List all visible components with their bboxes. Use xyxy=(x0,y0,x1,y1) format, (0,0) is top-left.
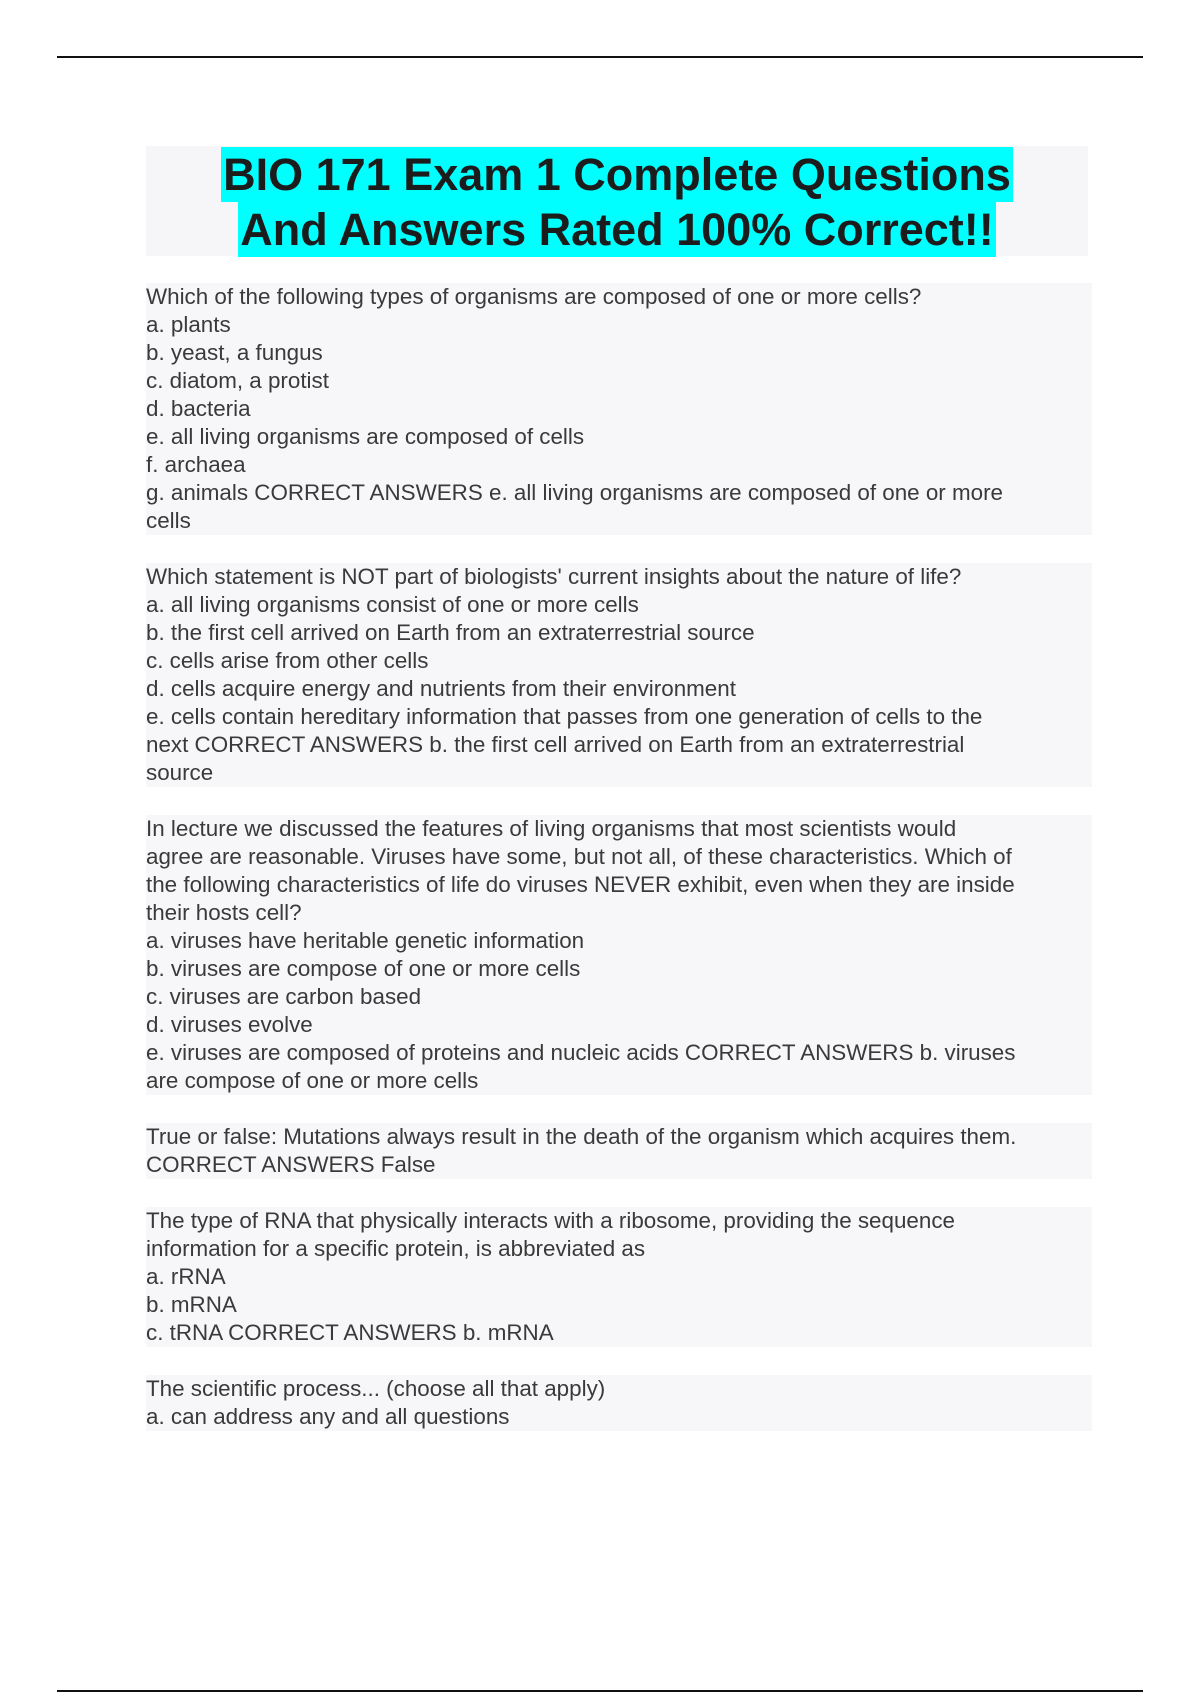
question-text-line: The scientific process... (choose all that apply) xyxy=(146,1375,1092,1403)
question-block xyxy=(146,815,1092,1095)
answer-text-line: e. all living organisms are composed of cells xyxy=(146,423,1092,451)
answer-text-line: a. viruses have heritable genetic information xyxy=(146,927,1092,955)
question-text-line: True or false: Mutations always result in the death of the organism which acquires them. xyxy=(146,1123,1092,1151)
title-line-1: BIO 171 Exam 1 Complete Questions xyxy=(223,149,1011,200)
answer-text-line: e. viruses are composed of proteins and nucleic acids CORRECT ANSWERS b. viruses xyxy=(146,1039,1092,1067)
question-block xyxy=(146,563,1092,787)
answer-text-line: b. viruses are compose of one or more cells xyxy=(146,955,1092,983)
answer-text-line: b. yeast, a fungus xyxy=(146,339,1092,367)
bottom-rule xyxy=(57,1690,1143,1692)
answer-text-line: d. viruses evolve xyxy=(146,1011,1092,1039)
title-block xyxy=(146,146,1088,256)
answer-text-line: c. cells arise from other cells xyxy=(146,647,1092,675)
answer-text-line: c. diatom, a protist xyxy=(146,367,1092,395)
question-text-line: Which statement is NOT part of biologists' current insights about the nature of life? xyxy=(146,563,1092,591)
question-text-line: The type of RNA that physically interacts with a ribosome, providing the sequence xyxy=(146,1207,1092,1235)
answer-text-line: b. mRNA xyxy=(146,1291,1092,1319)
answer-text-line: next CORRECT ANSWERS b. the first cell arrived on Earth from an extraterrestrial xyxy=(146,731,1092,759)
answer-text-line: d. bacteria xyxy=(146,395,1092,423)
answer-text-line: a. can address any and all questions xyxy=(146,1403,1092,1431)
answer-text-line: a. all living organisms consist of one or more cells xyxy=(146,591,1092,619)
answer-text-line: c. tRNA CORRECT ANSWERS b. mRNA xyxy=(146,1319,1092,1347)
answer-text-line: d. cells acquire energy and nutrients from their environment xyxy=(146,675,1092,703)
question-block xyxy=(146,283,1092,535)
answer-text-line: f. archaea xyxy=(146,451,1092,479)
answer-text-line: are compose of one or more cells xyxy=(146,1067,1092,1095)
answer-text-line: the following characteristics of life do viruses NEVER exhibit, even when they are inside xyxy=(146,871,1092,899)
answer-text-line: g. animals CORRECT ANSWERS e. all living organisms are composed of one or more xyxy=(146,479,1092,507)
title-line-2: And Answers Rated 100% Correct!! xyxy=(240,204,994,255)
answer-text-line: information for a specific protein, is abbreviated as xyxy=(146,1235,1092,1263)
answer-text-line: b. the first cell arrived on Earth from an extraterrestrial source xyxy=(146,619,1092,647)
answer-text-line: c. viruses are carbon based xyxy=(146,983,1092,1011)
question-block xyxy=(146,1123,1092,1179)
question-block xyxy=(146,1207,1092,1347)
answer-text-line: source xyxy=(146,759,1092,787)
question-text-line: Which of the following types of organisms are composed of one or more cells? xyxy=(146,283,1092,311)
answer-text-line: CORRECT ANSWERS False xyxy=(146,1151,1092,1179)
top-rule xyxy=(57,56,1143,58)
answer-text-line: e. cells contain hereditary information that passes from one generation of cells to the xyxy=(146,703,1092,731)
answer-text-line: cells xyxy=(146,507,1092,535)
answer-text-line: agree are reasonable. Viruses have some, but not all, of these characteristics. Which of xyxy=(146,843,1092,871)
answer-text-line: a. rRNA xyxy=(146,1263,1092,1291)
answer-text-line: a. plants xyxy=(146,311,1092,339)
question-block xyxy=(146,1375,1092,1431)
question-list xyxy=(146,283,1092,1459)
answer-text-line: their hosts cell? xyxy=(146,899,1092,927)
question-text-line: In lecture we discussed the features of living organisms that most scientists would xyxy=(146,815,1092,843)
